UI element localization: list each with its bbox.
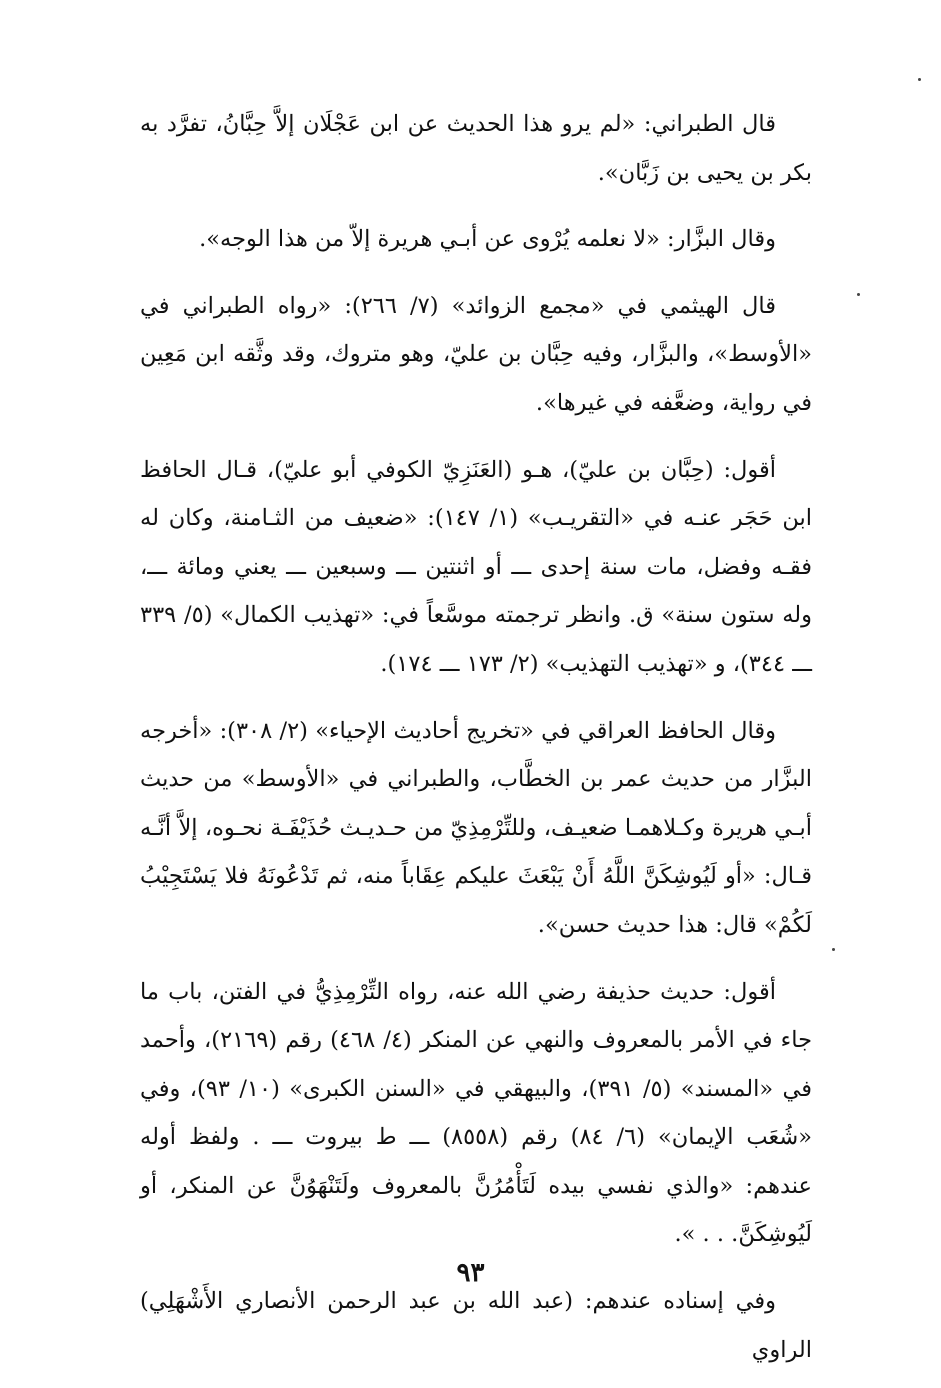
paragraph-iraqi: وقال الحافظ العراقي في «تخريج أحاديث الإحياء» (٢/ ٣٠٨): «أخرجه البزَّار من حديث عمر بن الخطَّاب، والطبراني في «الأوسط» من حديث أبـي هريرة وكـلاهمـا ضعيـف، وللتِّرْمِذِيّ من حـديـث حُذَيْفَـة نحـوه، إلاَّ أنَّـه قـال: «أو لَيُوشِكَنَّ اللَّهُ أَنْ يَبْعَثَ عليكم عِقَاباً منه، ثم تَدْعُونَهُ فلا يَسْتَجِيْبُ لَكُمْ» قال: هذا حديث حسن». xyxy=(140,717,812,938)
paragraph-hudhayfa: أقول: حديث حذيفة رضي الله عنه، رواه التِّرْمِذِيُّ في الفتن، باب ما جاء في الأمر بالمعروف والنهي عن المنكر (٤/ ٤٦٨) رقم (٢١٦٩)، وأحمد في «المسند» (٥/ ٣٩١)، والبيهقي في «السنن الكبرى» (١٠/ ٩٣)، وفي «شُعَب الإيمان» (٦/ ٨٤) رقم (٨٥٥٨) ـــ ط بيروت ـــ . ولفظ أوله عندهم: «والذي نفسي بيده لَتَأْمُرُنَّ بالمعروف ولَتَنْهَوُنَّ عن المنكر، أو لَيُوشِكَنَّ. . . ». xyxy=(140,978,812,1248)
page-number: ٩٣ xyxy=(456,1258,485,1288)
paragraph-hibban: أقول: (حِبَّان بن عليّ)، هـو (العَنَزِيّ الكوفي أبو عليّ)، قـال الحافظ ابن حَجَر عنـه في «التقريـب» (١/ ١٤٧): «ضعيف من الثـامنة، وكان له فقـه وفضل، مات سنة إحدى ـــ أو اثنتين ـــ وسبعين ـــ يعني ومائة ـــ، وله ستون سنة» ق. وانظر ترجمته موسَّعاً في: «تهذيب الكمال» (٥/ ٣٣٩ ـــ ٣٤٤)، و «تهذيب التهذيب» (٢/ ١٧٣ ـــ ١٧٤). xyxy=(140,456,812,677)
scan-speck xyxy=(857,293,860,296)
paragraph-tabarani: قال الطبراني: «لم يرو هذا الحديث عن ابن عَجْلَان إلاَّ حِبَّانُ، تفرَّد به بكر بن يحيى بن زَبَّان». xyxy=(140,111,812,186)
main-text xyxy=(140,100,812,1388)
paragraph-isnad: وفي إسناده عندهم: (عبد الله بن عبد الرحمن الأنصاري الأَشْهَلِي) الراوي xyxy=(140,1288,812,1363)
scan-speck xyxy=(918,78,921,81)
paragraph-haythami: قال الهيثمي في «مجمع الزوائد» (٧/ ٢٦٦): «رواه الطبراني في «الأوسط»، والبزَّار، وفيه حِبَّان بن عليّ، وهو متروك، وقد وثَّقه ابن مَعِين في رواية، وضعَّفه في غيرها». xyxy=(140,292,812,416)
paragraph-bazzar: وقال البزَّار: «لا نعلمه يُرْوى عن أبـي هريرة إلاّ من هذا الوجه». xyxy=(199,226,776,253)
scan-speck xyxy=(832,948,835,951)
